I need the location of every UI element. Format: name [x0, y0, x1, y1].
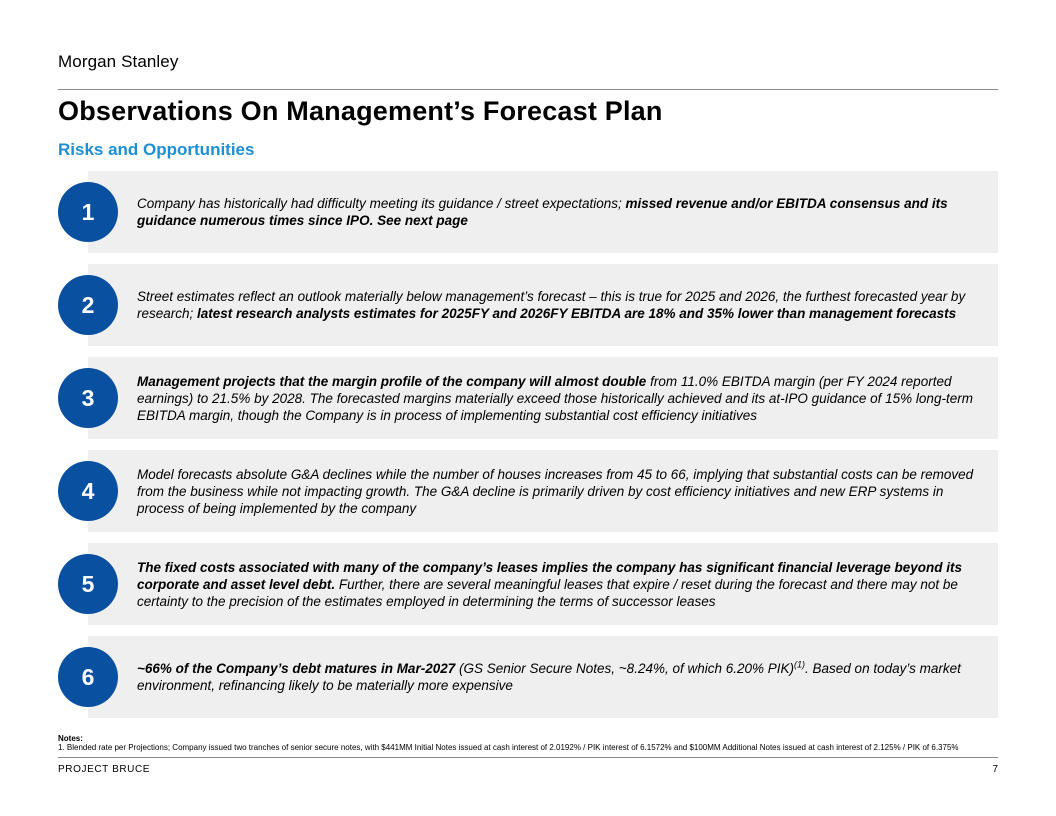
page-subtitle: Risks and Opportunities	[58, 140, 255, 159]
observation-item-1	[88, 171, 998, 253]
observation-paragraph	[137, 660, 982, 694]
footnotes-heading: Notes:	[58, 734, 83, 743]
number-badge-3: 3	[58, 368, 118, 428]
observation-paragraph	[137, 373, 982, 424]
observation-text-segment: Street estimates reflect an outlook materially below management’s forecast – this is true for 2025 and 2026, the furthest forecasted year by research;	[137, 289, 966, 321]
observation-text-segment: (1)	[794, 659, 806, 670]
observation-item-6	[88, 636, 998, 718]
observation-paragraph	[137, 466, 982, 517]
footnote-1: 1. Blended rate per Projections; Company issued two tranches of senior secure notes, with $441MM Initial Notes issued at cash interest of 2.0192% / PIK interest of 6.1572% and $100MM Additional Notes issued at cash interest of 2.125% / PIK of 6.375%	[58, 743, 959, 752]
morgan-stanley-logo: Morgan Stanley	[58, 52, 179, 71]
number-badge-1: 1	[58, 182, 118, 242]
observation-text	[137, 171, 982, 253]
number-badge-4: 4	[58, 461, 118, 521]
observation-paragraph	[137, 195, 982, 229]
observation-item-2	[88, 264, 998, 346]
observation-text-bold: Management projects that the margin profile of the company will almost double	[137, 373, 647, 389]
observation-text	[137, 450, 982, 532]
observation-text	[137, 357, 982, 439]
observation-text-bold: ~66% of the Company’s debt matures in Mar-2027	[137, 661, 456, 676]
observation-text-segment: Further, there are several meaningful leases that expire / reset during the forecast and there may not be certainty to the precision of the estimates employed in determining the terms of successor leases	[137, 576, 958, 609]
footnotes	[58, 734, 959, 752]
observation-text-segment: (GS Senior Secure Notes, ~8.24%, of which 6.20% PIK)	[455, 661, 795, 676]
observation-text-segment: . Based on today’s market environment, refinancing likely to be materially more expensive	[137, 661, 961, 693]
observation-item-4	[88, 450, 998, 532]
observation-paragraph	[137, 288, 982, 322]
observation-text-bold: missed revenue and/or EBITDA consensus and its guidance numerous times since IPO. See next page	[137, 196, 948, 228]
footer-divider	[58, 757, 998, 758]
observation-text-segment: Model forecasts absolute G&A declines while the number of houses increases from 45 to 66, implying that substantial costs can be removed from the business while not impacting growth. The G&A decline is primarily driven by cost efficiency initiatives and new ERP systems in process of being implemented by the company	[137, 466, 974, 516]
project-name: PROJECT BRUCE	[58, 764, 151, 775]
observation-item-3	[88, 357, 998, 439]
observation-text	[137, 543, 982, 625]
page-number: 7	[992, 764, 998, 775]
observation-text-segment: Company has historically had difficulty meeting its guidance / street expectations;	[137, 196, 626, 211]
observation-text	[137, 264, 982, 346]
page-title: Observations On Management’s Forecast Plan	[58, 96, 663, 126]
number-badge-5: 5	[58, 554, 118, 614]
number-badge-2: 2	[58, 275, 118, 335]
observation-text	[137, 636, 982, 718]
number-badge-6: 6	[58, 647, 118, 707]
observation-text-bold: The fixed costs associated with many of the company’s leases implies the company has significant financial leverage beyond its corporate and asset level debt.	[137, 559, 963, 592]
observation-item-5	[88, 543, 998, 625]
observation-paragraph	[137, 559, 982, 610]
observation-text-segment: from 11.0% EBITDA margin (per FY 2024 reported earnings) to 21.5% by 2028. The forecasted margins materially exceed those historically achieved and its at-IPO guidance of 15% long-term EBITDA margin, though the Company is in process of implementing substantial cost efficiency initiatives	[137, 373, 973, 423]
header-divider	[58, 89, 998, 90]
observation-text-bold: latest research analysts estimates for 2025FY and 2026FY EBITDA are 18% and 35% lower than management forecasts	[197, 306, 957, 321]
